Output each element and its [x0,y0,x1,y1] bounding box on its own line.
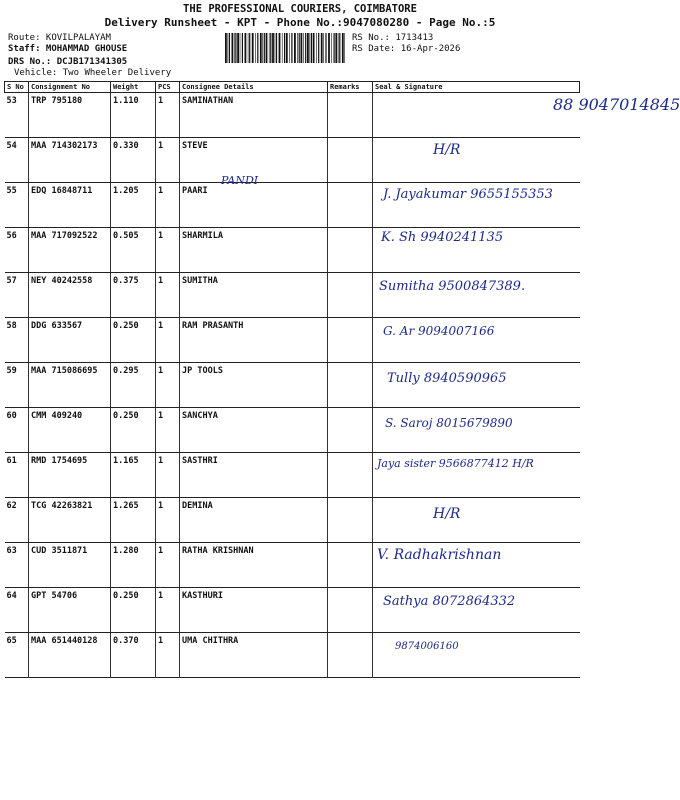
cell-signature [373,543,580,588]
cell-signature [373,588,580,633]
cell-remarks [328,408,373,453]
barcode-icon [225,33,347,63]
cell-signature [373,318,580,363]
handwritten-signature: H/R [433,142,461,158]
cell-consignee: KASTHURI [180,588,328,633]
cell-signature [373,228,580,273]
cell-remarks [328,498,373,543]
route-label: Route: KOVILPALAYAM [8,33,111,43]
table-row [5,588,580,633]
cell-pcs: 1 [156,363,180,408]
cell-pcs: 1 [156,273,180,318]
cell-consignee: SASTHRI [180,453,328,498]
cell-weight: 1.280 [111,543,156,588]
cell-signature [373,453,580,498]
cell-remarks [328,138,373,183]
cell-consignee: STEVE [180,138,328,183]
table-row [5,183,580,228]
cell-remarks [328,228,373,273]
cell-pcs: 1 [156,183,180,228]
col-remarks: Remarks [328,82,373,93]
cell-sno: 60 [5,408,29,453]
rs-number: RS No.: 1713413 [352,33,434,43]
cell-remarks [328,543,373,588]
cell-consignee: PAARI [180,183,328,228]
cell-pcs: 1 [156,408,180,453]
cell-signature [373,633,580,678]
table-row [5,228,580,273]
cell-consignee: RATHA KRISHNAN [180,543,328,588]
table-row [5,318,580,363]
cell-consignment: NEY 40242558 [29,273,111,318]
runsheet-subtitle: Delivery Runsheet - KPT - Phone No.:9047080280 - Page No.:5 [104,16,496,29]
cell-consignment: MAA 651440128 [29,633,111,678]
cell-pcs: 1 [156,318,180,363]
cell-signature [373,408,580,453]
handwritten-signature: 9874006160 [395,641,459,652]
cell-consignment: GPT 54706 [29,588,111,633]
vehicle-label: Vehicle: Two Wheeler Delivery [14,68,172,78]
cell-sno: 58 [5,318,29,363]
col-weight: Weight [111,82,156,93]
cell-sno: 61 [5,453,29,498]
handwritten-signature: S. Saroj 8015679890 [385,416,513,430]
col-consignment: Consignment No [29,82,111,93]
cell-sno: 59 [5,363,29,408]
cell-pcs: 1 [156,498,180,543]
cell-remarks [328,93,373,138]
col-pcs: PCS [156,82,180,93]
cell-consignment: DDG 633567 [29,318,111,363]
cell-consignee: RAM PRASANTH [180,318,328,363]
table-row [5,543,580,588]
cell-consignee: SHARMILA [180,228,328,273]
cell-consignment: TRP 795180 [29,93,111,138]
cell-weight: 1.110 [111,93,156,138]
cell-sno: 57 [5,273,29,318]
cell-sno: 63 [5,543,29,588]
col-sno: S No [5,82,29,93]
handwritten-signature: G. Ar 9094007166 [383,324,495,338]
cell-weight: 0.250 [111,588,156,633]
cell-consignment: CMM 409240 [29,408,111,453]
cell-pcs: 1 [156,543,180,588]
cell-sno: 55 [5,183,29,228]
handwritten-signature: Sathya 8072864332 [383,594,516,609]
cell-remarks [328,588,373,633]
company-title: THE PROFESSIONAL COURIERS, COIMBATORE [183,3,417,15]
drs-number: DRS No.: DCJB171341305 [8,57,128,67]
cell-signature [373,183,580,228]
cell-pcs: 1 [156,138,180,183]
cell-remarks [328,273,373,318]
cell-weight: 0.505 [111,228,156,273]
cell-pcs: 1 [156,453,180,498]
table-row [5,93,580,138]
handwritten-note: PANDI [221,174,259,187]
table-row [5,138,580,183]
cell-weight: 0.250 [111,318,156,363]
handwritten-signature: Jaya sister 9566877412 H/R [377,457,534,470]
cell-signature [373,498,580,543]
cell-consignment: MAA 715086695 [29,363,111,408]
cell-sno: 56 [5,228,29,273]
cell-weight: 0.330 [111,138,156,183]
table-row [5,498,580,543]
handwritten-signature: Sumitha 9500847389. [379,279,526,294]
cell-remarks [328,453,373,498]
cell-consignee: SUMITHA [180,273,328,318]
cell-weight: 0.250 [111,408,156,453]
cell-weight: 0.375 [111,273,156,318]
cell-remarks [328,183,373,228]
cell-weight: 1.205 [111,183,156,228]
table-row [5,363,580,408]
table-row [5,633,580,678]
rs-date: RS Date: 16-Apr-2026 [352,44,461,54]
handwritten-signature: V. Radhakrishnan [377,547,502,563]
table-row [5,408,580,453]
cell-remarks [328,318,373,363]
cell-consignment: MAA 714302173 [29,138,111,183]
handwritten-signature: 88 9047014845 [553,95,680,114]
cell-pcs: 1 [156,228,180,273]
cell-consignment: RMD 1754695 [29,453,111,498]
cell-sno: 54 [5,138,29,183]
cell-sno: 64 [5,588,29,633]
cell-weight: 0.370 [111,633,156,678]
handwritten-signature: J. Jayakumar 9655155353 [383,187,553,202]
runsheet-table [4,81,680,678]
handwritten-signature: Tully 8940590965 [387,371,507,386]
col-consignee: Consignee Details [180,82,328,93]
cell-sno: 62 [5,498,29,543]
cell-consignee: DEMINA [180,498,328,543]
cell-weight: 0.295 [111,363,156,408]
cell-pcs: 1 [156,93,180,138]
cell-remarks [328,633,373,678]
cell-consignee: UMA CHITHRA [180,633,328,678]
cell-consignment: MAA 717092522 [29,228,111,273]
table-row [5,453,580,498]
cell-sno: 53 [5,93,29,138]
cell-consignment: CUD 3511871 [29,543,111,588]
col-signature: Seal & Signature [373,82,580,93]
cell-signature [373,138,580,183]
cell-weight: 1.165 [111,453,156,498]
cell-consignment: EDQ 16848711 [29,183,111,228]
handwritten-signature: H/R [433,506,461,522]
table-row [5,273,580,318]
cell-consignee: SANCHYA [180,408,328,453]
cell-pcs: 1 [156,633,180,678]
cell-sno: 65 [5,633,29,678]
cell-signature [373,363,580,408]
cell-signature [373,273,580,318]
cell-signature [373,93,680,138]
cell-consignee: JP TOOLS [180,363,328,408]
cell-consignment: TCG 42263821 [29,498,111,543]
staff-label: Staff: MOHAMMAD GHOUSE [8,44,128,54]
cell-consignee: SAMINATHAN [180,93,328,138]
table-header-row [5,82,580,93]
handwritten-signature: K. Sh 9940241135 [381,230,504,245]
cell-pcs: 1 [156,588,180,633]
cell-weight: 1.265 [111,498,156,543]
cell-remarks [328,363,373,408]
